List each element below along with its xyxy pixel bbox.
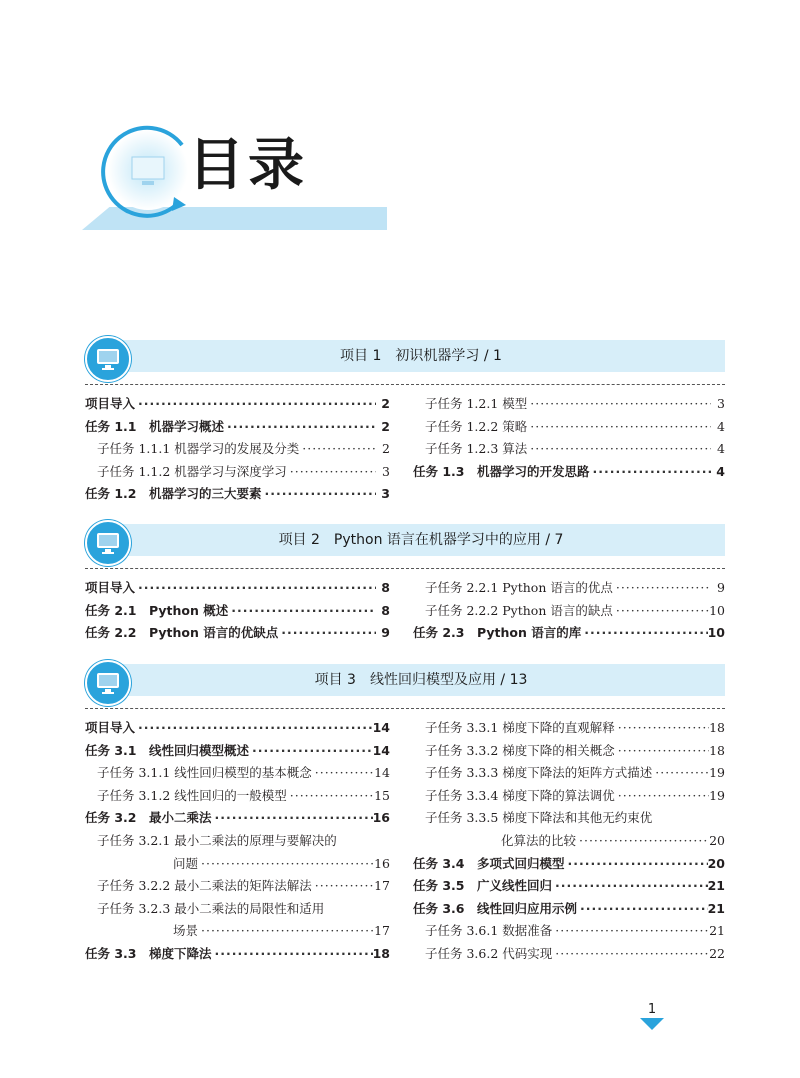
toc-entry-label: 子任务 3.3.2 梯度下降的相关概念 [425,742,615,758]
toc-entry[interactable] [85,461,390,484]
toc-entry-label: 任务 3.4 多项式回归模型 [413,855,565,871]
toc-column-left [85,393,390,506]
toc-entry-page: 22 [709,945,725,961]
toc-entry[interactable] [85,943,390,966]
toc-entry-page: 10 [709,602,725,618]
toc-entry[interactable] [85,920,390,943]
toc-column-left [85,577,390,645]
toc-entry-label: 子任务 3.2.1 最小二乘法的原理与要解决的 [97,832,337,848]
toc-entry-page: 8 [381,580,390,595]
section-header [85,338,725,374]
toc-entry-label: 项目导入 [85,720,136,735]
title-area [0,0,800,240]
leader-dots [135,393,376,416]
toc-entry-label: 任务 3.5 广义线性回归 [413,878,552,894]
toc-entry[interactable] [413,622,725,645]
toc-entry[interactable] [413,740,725,763]
toc-entry[interactable] [85,785,390,808]
toc-entry-label: 子任务 3.2.3 最小二乘法的局限性和适用 [97,900,325,916]
toc-entry-label: 任务 3.3 梯度下降法 [85,945,212,961]
toc-entry[interactable] [85,807,390,830]
leader-dots [613,577,711,600]
leader-dots [552,943,709,966]
toc-entry-page: 2 [382,441,390,457]
leader-dots [581,622,707,645]
toc-entry-label: 任务 3.1 线性回归模型概述 [85,742,249,758]
toc-entry-label: 子任务 1.1.2 机器学习与深度学习 [97,463,287,479]
leader-dots [198,853,374,876]
page-arrow-icon [640,1018,664,1030]
toc-entry-label: 子任务 1.2.3 算法 [425,441,528,457]
leader-dots [287,461,376,484]
section-divider [85,568,725,569]
toc-entry[interactable] [85,577,390,600]
toc-entry-label: 任务 2.3 Python 语言的库 [413,625,582,641]
toc-entry-page: 18 [709,720,725,735]
leader-dots [552,875,708,898]
leader-dots [198,920,374,943]
toc-entry[interactable] [413,717,725,740]
section-divider [85,384,725,385]
toc-entry-page: 20 [709,832,725,848]
toc-entry-page: 3 [381,486,390,502]
toc-entry-label: 子任务 1.1.1 机器学习的发展及分类 [97,441,300,457]
toc-entry-label: 任务 2.2 Python 语言的优缺点 [85,625,279,641]
leader-dots [615,740,709,763]
toc-entry-page: 14 [374,765,390,781]
toc-entry-page: 19 [709,765,725,781]
leader-dots [527,416,711,439]
toc-entry-label: 子任务 3.3.1 梯度下降的直观解释 [425,720,615,735]
leader-dots [224,416,376,439]
toc-entry-page: 3 [717,396,725,411]
toc-entry[interactable] [413,762,725,785]
toc-entry-page: 15 [374,787,390,803]
leader-dots [249,740,373,763]
toc-entry-label: 子任务 3.3.3 梯度下降法的矩阵方式描述 [425,765,653,781]
toc-entry-page: 4 [717,441,725,457]
toc-entry-label: 项目导入 [85,580,136,595]
toc-entry-page: 4 [717,418,725,434]
toc-entry-label: 任务 2.1 Python 概述 [85,602,229,618]
toc-column-right [413,717,725,966]
toc-entry[interactable] [413,920,725,943]
toc-entry[interactable] [85,600,390,623]
toc-entry-label: 子任务 2.2.2 Python 语言的缺点 [425,602,613,618]
toc-entry[interactable] [413,461,725,484]
toc-entry[interactable] [413,853,725,876]
leader-dots [312,762,374,785]
section-title[interactable]: 项目 1 初识机器学习 / 1 [340,348,502,364]
toc-entry-page: 17 [374,878,390,894]
toc-entry-page: 10 [707,625,725,641]
leader-dots [565,853,708,876]
toc-entry[interactable] [413,785,725,808]
toc-entry-label: 子任务 3.2.2 最小二乘法的矩阵法解法 [97,878,312,894]
leader-dots [299,438,376,461]
toc-entry[interactable] [85,740,390,763]
toc-column-right [413,393,725,483]
toc-entry-label: 任务 1.2 机器学习的三大要素 [85,486,262,502]
toc-entry[interactable] [413,416,725,439]
toc-entry-page: 19 [709,787,725,803]
toc-entry-label: 子任务 3.6.2 代码实现 [425,945,553,961]
toc-entry-label: 任务 3.2 最小二乘法 [85,810,212,826]
toc-entry-label: 项目导入 [85,396,136,411]
toc-entry-page: 17 [374,923,390,939]
section-project-3 [85,662,725,961]
leader-dots [576,830,709,853]
leader-dots [212,943,373,966]
toc-entry[interactable] [413,600,725,623]
toc-entry-label: 场景 [173,923,199,939]
toc-entry[interactable] [413,898,725,921]
toc-entry-page: 20 [707,855,725,871]
leader-dots [312,875,374,898]
toc-entry-page: 9 [381,625,390,641]
toc-entry[interactable] [85,438,390,461]
toc-entry-page: 4 [716,463,725,479]
page-title: 目录 [188,133,308,198]
toc-entry[interactable] [413,393,725,416]
leader-dots [577,898,708,921]
leader-dots [613,600,709,623]
section-divider [85,708,725,709]
toc-entry-page: 16 [374,855,390,871]
toc-entry-page: 18 [709,742,725,758]
section-header [85,522,725,558]
toc-entry-label: 任务 1.3 机器学习的开发思路 [413,463,590,479]
leader-dots [287,785,374,808]
toc-entry-label: 子任务 3.3.5 梯度下降法和其他无约束优 [425,810,653,826]
toc-entry-label: 子任务 2.2.1 Python 语言的优点 [425,580,613,595]
toc-column-right [413,577,725,645]
toc-entry-page: 3 [382,463,390,479]
toc-entry[interactable] [413,875,725,898]
toc-entry[interactable] [85,762,390,785]
toc-entry-label: 子任务 3.3.4 梯度下降的算法调优 [425,787,615,803]
leader-dots [527,438,711,461]
toc-entry-page: 14 [372,720,390,735]
leader-dots [615,717,709,740]
toc-entry-page: 18 [372,945,390,961]
toc-entry-label: 任务 3.6 线性回归应用示例 [413,900,577,916]
leader-dots [135,577,376,600]
toc-entry-label: 任务 1.1 机器学习概述 [85,418,224,434]
toc-entry[interactable] [85,416,390,439]
section-title[interactable]: 项目 3 线性回归模型及应用 / 13 [314,672,528,688]
toc-entry-label: 子任务 3.1.2 线性回归的一般模型 [97,787,287,803]
leader-dots [228,600,376,623]
toc-entry-page: 21 [709,923,725,939]
toc-entry-page: 14 [372,742,390,758]
leader-dots [615,785,709,808]
page-number: 1 [647,1002,657,1017]
toc-entry-page: 8 [381,602,390,618]
toc-entry[interactable] [85,483,390,506]
toc-entry-label: 子任务 3.6.1 数据准备 [425,923,553,939]
toc-entry[interactable] [85,898,390,921]
toc-entry[interactable] [85,717,390,740]
toc-entry[interactable] [413,830,725,853]
leader-dots [135,717,373,740]
leader-dots [212,807,373,830]
toc-entry-page: 2 [381,396,390,411]
section-project-1 [85,338,725,502]
toc-entry[interactable] [85,622,390,645]
leader-dots [262,483,377,506]
toc-entry-label: 子任务 1.2.1 模型 [425,396,528,411]
toc-entry-label: 问题 [173,855,199,871]
toc-entry[interactable] [413,943,725,966]
leader-dots [527,393,711,416]
toc-entry-page: 2 [381,418,390,434]
toc-entry-page: 21 [707,900,725,916]
leader-dots [278,622,376,645]
toc-entry-page: 21 [707,878,725,894]
toc-entry-label: 子任务 1.2.2 策略 [425,418,528,434]
section-project-2 [85,522,725,641]
toc-entry[interactable] [413,807,725,830]
toc-entry[interactable] [413,438,725,461]
leader-dots [652,762,709,785]
toc-entry[interactable] [85,853,390,876]
toc-entry[interactable] [85,875,390,898]
leader-dots [552,920,709,943]
toc-entry-label: 化算法的比较 [501,832,577,848]
section-title[interactable]: 项目 2 Python 语言在机器学习中的应用 / 7 [278,532,564,548]
leader-dots [590,461,712,484]
toc-entry[interactable] [413,577,725,600]
toc-column-left [85,717,390,966]
toc-entry-page: 9 [717,580,725,595]
toc-entry-label: 子任务 3.1.1 线性回归模型的基本概念 [97,765,312,781]
toc-entry[interactable] [85,830,390,853]
toc-entry-page: 16 [372,810,390,826]
toc-entry[interactable] [85,393,390,416]
section-header [85,662,725,698]
